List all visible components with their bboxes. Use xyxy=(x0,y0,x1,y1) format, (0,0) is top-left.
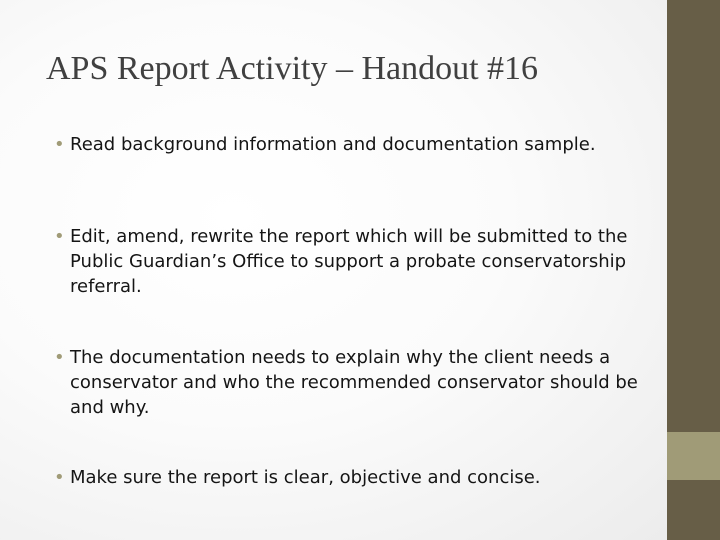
bullet-icon: • xyxy=(54,134,65,155)
list-item xyxy=(52,224,645,299)
sidebar-band-dark xyxy=(667,0,720,432)
list-item xyxy=(52,345,645,420)
bullet-text: Make sure the report is clear, objective and concise. xyxy=(70,467,541,488)
slide-title: APS Report Activity – Handout #16 xyxy=(46,50,539,87)
bullet-text: The documentation needs to explain why the client needs a conservator and who the recommended conservator should be and why. xyxy=(70,347,638,418)
list-item xyxy=(52,465,645,490)
bullet-text: Edit, amend, rewrite the report which will be submitted to the Public Guardian’s Office to support a probate conservatorship referral. xyxy=(70,226,628,297)
sidebar-band-bottom xyxy=(667,480,720,540)
bullet-icon: • xyxy=(54,226,65,247)
list-item xyxy=(52,132,645,157)
sidebar-band-accent xyxy=(667,432,720,480)
bullet-icon: • xyxy=(54,467,65,488)
bullet-icon: • xyxy=(54,347,65,368)
bullet-text: Read background information and documentation sample. xyxy=(70,134,596,155)
